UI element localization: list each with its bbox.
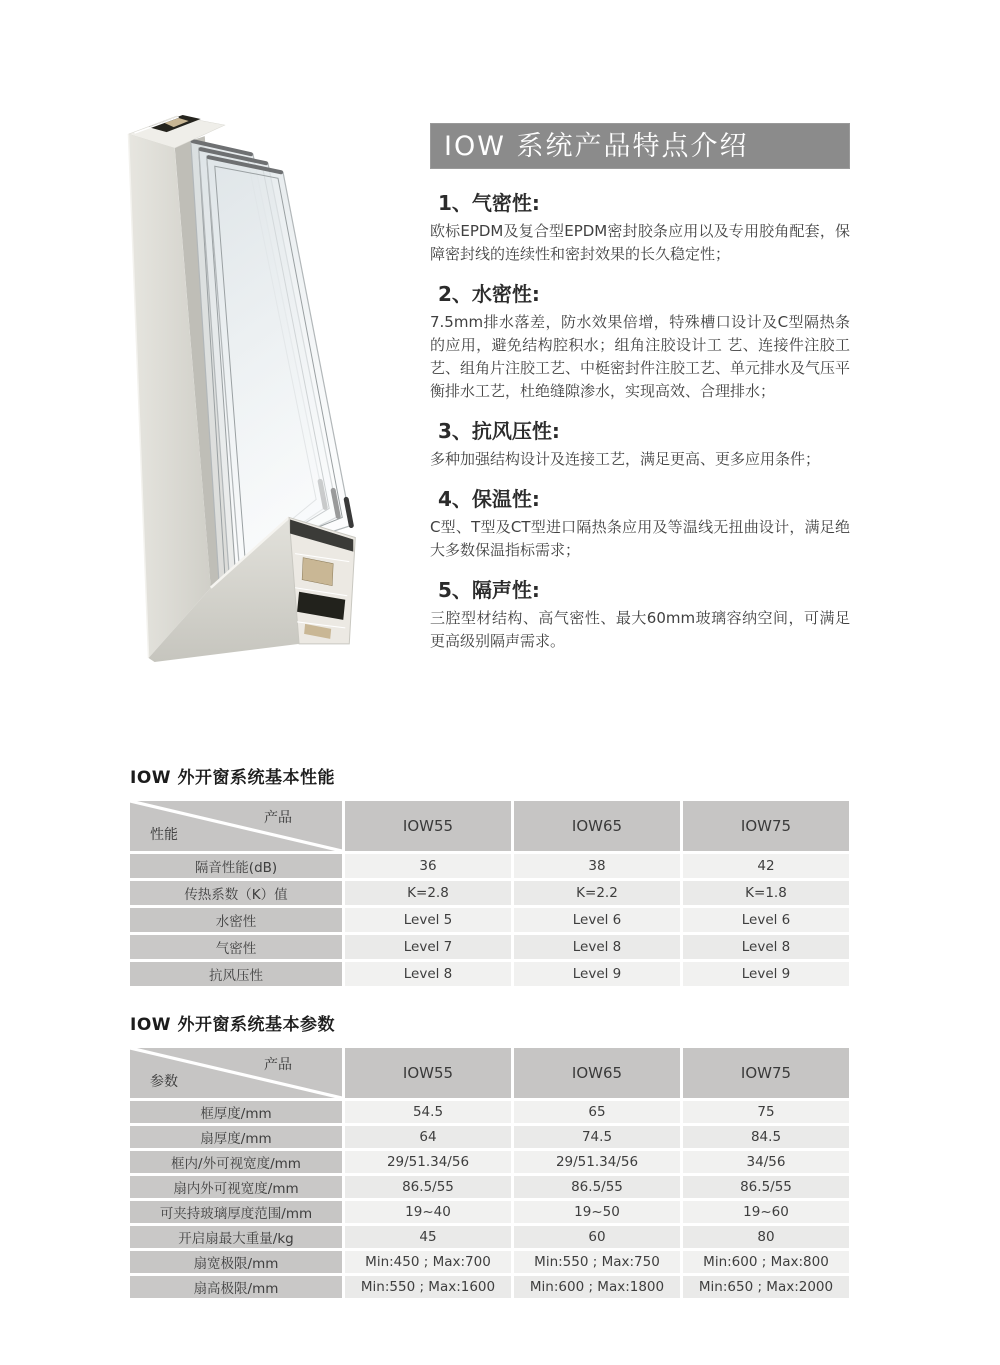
feature-intro-panel [430, 123, 850, 653]
performance-table [130, 801, 849, 986]
cell-value: 42 [683, 854, 849, 878]
row-label: 抗风压性 [130, 962, 342, 986]
feature-body: C型、T型及CT型进口隔热条应用及等温线无扭曲设计，满足绝大多数保温指标需求； [430, 518, 850, 559]
cell-value: Min:550 ; Max:1600 [345, 1276, 511, 1298]
row-label: 水密性 [130, 908, 342, 932]
corner-label-category: 参数 [150, 1074, 178, 1090]
row-label: 框内/外可视宽度/mm [130, 1151, 342, 1173]
row-label: 扇厚度/mm [130, 1126, 342, 1148]
feature-section-1 [430, 190, 850, 266]
performance-table-title: IOW 外开窗系统基本性能 [130, 768, 335, 788]
cell-value: 86.5/55 [683, 1176, 849, 1198]
column-header: IOW55 [345, 1048, 511, 1098]
cell-value: 64 [345, 1126, 511, 1148]
feature-section-5 [430, 577, 850, 653]
cell-value: 29/51.34/56 [514, 1151, 680, 1173]
feature-heading: 4、保温性: [438, 487, 540, 511]
cell-value: Level 8 [514, 935, 680, 959]
parameter-table-section [130, 1010, 849, 1298]
cell-value: Min:650 ; Max:2000 [683, 1276, 849, 1298]
feature-body: 三腔型材结构、高气密性、最大60mm玻璃容纳空间，可满足更高级别隔声需求。 [430, 609, 850, 650]
cell-value: K=2.2 [514, 881, 680, 905]
cell-value: Level 5 [345, 908, 511, 932]
column-header: IOW75 [683, 1048, 849, 1098]
row-label: 气密性 [130, 935, 342, 959]
cell-value: 86.5/55 [514, 1176, 680, 1198]
feature-heading: 3、抗风压性: [438, 419, 560, 443]
window-profile-image [118, 108, 430, 670]
row-label: 扇宽极限/mm [130, 1251, 342, 1273]
cell-value: 54.5 [345, 1101, 511, 1123]
cell-value: 19~60 [683, 1201, 849, 1223]
cell-value: 34/56 [683, 1151, 849, 1173]
feature-heading: 5、隔声性: [438, 578, 540, 602]
cell-value: K=1.8 [683, 881, 849, 905]
feature-section-2 [430, 281, 850, 403]
cell-value: Min:600 ; Max:800 [683, 1251, 849, 1273]
cell-value: Min:550 ; Max:750 [514, 1251, 680, 1273]
feature-section-3 [430, 418, 850, 471]
cell-value: Min:450 ; Max:700 [345, 1251, 511, 1273]
row-label: 扇内外可视宽度/mm [130, 1176, 342, 1198]
page-title: IOW 系统产品特点介绍 [430, 123, 850, 169]
cell-value: 19~50 [514, 1201, 680, 1223]
feature-body: 7.5mm排水落差，防水效果倍增，特殊槽口设计及C型隔热条的应用，避免结构腔积水；组角注胶设计工 艺、连接件注胶工艺、组角片注胶工艺、中梃密封件注胶工艺、单元排水及气压平衡排水工艺，杜绝缝隙渗水，实现高效、合理排水； [430, 313, 851, 400]
cell-value: Level 9 [683, 962, 849, 986]
feature-heading: 1、气密性: [438, 191, 540, 215]
corner-label-product: 产品 [264, 810, 292, 826]
cell-value: Min:600 ; Max:1800 [514, 1276, 680, 1298]
column-header: IOW65 [514, 801, 680, 851]
cell-value: Level 9 [514, 962, 680, 986]
row-label: 传热系数（K）值 [130, 881, 342, 905]
cell-value: 65 [514, 1101, 680, 1123]
feature-heading: 2、水密性: [438, 282, 540, 306]
cell-value: K=2.8 [345, 881, 511, 905]
row-label: 可夹持玻璃厚度范围/mm [130, 1201, 342, 1223]
cell-value: 84.5 [683, 1126, 849, 1148]
row-label: 扇高极限/mm [130, 1276, 342, 1298]
corner-label-category: 性能 [150, 827, 178, 843]
feature-body: 多种加强结构设计及连接工艺，满足更高、更多应用条件； [430, 450, 821, 468]
table-corner-cell [130, 1048, 342, 1098]
feature-section-4 [430, 486, 850, 562]
cell-value: Level 8 [683, 935, 849, 959]
cell-value: 19~40 [345, 1201, 511, 1223]
row-label: 框厚度/mm [130, 1101, 342, 1123]
cell-value: 74.5 [514, 1126, 680, 1148]
cell-value: Level 7 [345, 935, 511, 959]
cell-value: 75 [683, 1101, 849, 1123]
cell-value: 45 [345, 1226, 511, 1248]
row-label: 开启扇最大重量/kg [130, 1226, 342, 1248]
cell-value: 80 [683, 1226, 849, 1248]
performance-table-section [130, 763, 849, 986]
cell-value: Level 6 [514, 908, 680, 932]
cell-value: 38 [514, 854, 680, 878]
cell-value: Level 6 [683, 908, 849, 932]
cell-value: 86.5/55 [345, 1176, 511, 1198]
parameter-table [130, 1048, 849, 1298]
parameter-table-title: IOW 外开窗系统基本参数 [130, 1015, 335, 1035]
cell-value: Level 8 [345, 962, 511, 986]
cell-value: 36 [345, 854, 511, 878]
cell-value: 60 [514, 1226, 680, 1248]
column-header: IOW65 [514, 1048, 680, 1098]
column-header: IOW55 [345, 801, 511, 851]
cell-value: 29/51.34/56 [345, 1151, 511, 1173]
corner-label-product: 产品 [264, 1057, 292, 1073]
column-header: IOW75 [683, 801, 849, 851]
feature-list [430, 190, 850, 653]
row-label: 隔音性能(dB) [130, 854, 342, 878]
table-corner-cell [130, 801, 342, 851]
feature-body: 欧标EPDM及复合型EPDM密封胶条应用以及专用胶角配套，保障密封线的连续性和密封效果的长久稳定性； [430, 222, 850, 263]
window-cutaway-illustration [118, 108, 430, 670]
